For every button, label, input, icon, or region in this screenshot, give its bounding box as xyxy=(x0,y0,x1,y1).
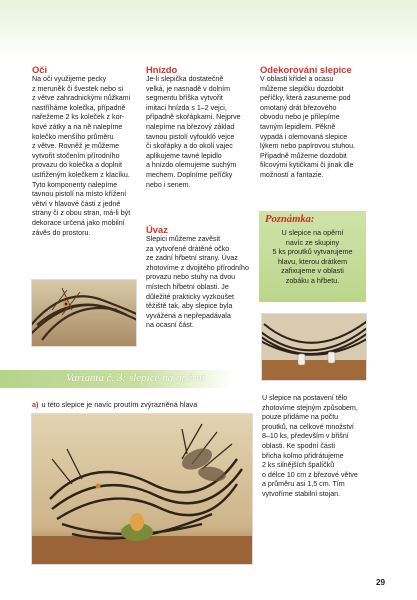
text-line: oblasti. Ke spodní části xyxy=(262,441,335,450)
text-line: dekorace určená jako mobilní xyxy=(32,218,125,227)
text-line: nařežeme 2 ks koleček z kor- xyxy=(32,113,125,122)
text-uvaz xyxy=(146,235,254,331)
page-number: 29 xyxy=(376,578,386,587)
note-line: zafixujeme v oblasti xyxy=(281,266,344,276)
text-line: 2 ks silnějších špalíčků xyxy=(262,461,335,470)
text-line: za vytvořené drátěné očko xyxy=(146,244,230,253)
text-line: strany či z obou stran, má-li být xyxy=(32,209,131,218)
variant-title: Varianta č. 3: slepice na opěrní xyxy=(66,372,205,384)
section-odekorovani xyxy=(260,64,372,181)
text-line: nastříháme kolečka, případně xyxy=(32,103,126,112)
photo-hen-on-rest xyxy=(32,414,252,564)
text-line: provazu do kolečka a doplnit xyxy=(32,161,122,170)
section-stand xyxy=(262,394,374,500)
text-line: a průměru asi 1,5 cm. Tím xyxy=(262,480,345,489)
text-line: tavnou pistolí vyfoukló vejce xyxy=(146,132,235,141)
text-line: Na oči využijeme pecky xyxy=(32,75,107,83)
text-line: lýkem nebo papírovou stuhou. xyxy=(260,142,356,151)
text-line: obvodu nebo je přilepíme xyxy=(260,113,340,122)
note-line: zobáku a hřbetu. xyxy=(285,275,340,285)
heading-hnizdo: Hnízdo xyxy=(146,64,178,75)
text-stand xyxy=(262,394,374,500)
note-line: navíc ze skupiny xyxy=(285,237,340,247)
heading-odekorovani: Odekorování slepice xyxy=(260,64,352,75)
caption-letter: a) xyxy=(32,400,39,409)
caption-text: u této slepice je navíc proutím zvýrazněná hlava xyxy=(41,400,198,409)
header-band xyxy=(0,0,417,58)
text-line: případně skořápkami. Nejprve xyxy=(146,113,241,122)
text-line: segmentu bříška vytvořit xyxy=(146,94,223,103)
text-line: vytvoříme stabilní stojan. xyxy=(262,489,341,498)
text-line: Je-li slepička dostatečně xyxy=(146,75,224,83)
text-line: větví v hlavové části z jedné xyxy=(32,199,121,208)
text-line: pouze přidáme na počtu xyxy=(262,413,339,422)
text-line: aplikujeme tavné lepidlo xyxy=(146,151,222,160)
text-line: ustřiženým kolečkem z klacíku. xyxy=(32,170,130,179)
text-line: o délce 10 cm z březové větve xyxy=(262,470,358,479)
text-line: těžiště tak, aby slepice byla xyxy=(146,302,233,311)
text-line: tavnou pistolí na místo křížení xyxy=(32,190,127,199)
heading-uvaz: Úvaz xyxy=(146,224,168,235)
text-line: zhotovíme stejným způsobem, xyxy=(262,403,358,412)
text-line: můžeme slepičku dozdobit xyxy=(260,84,344,93)
text-line: imitaci hnízda s 1–2 vejci, xyxy=(146,103,227,112)
text-line: kolečko menšího průměru xyxy=(32,132,114,141)
text-line: závěs do prostoru. xyxy=(32,228,91,237)
text-line: místech hřbetní oblasti. Je xyxy=(146,282,229,291)
text-line: Případně můžeme dozdobit xyxy=(260,151,347,160)
note-text xyxy=(265,228,360,286)
text-line: nebo i senem. xyxy=(146,180,191,189)
section-hnizdo xyxy=(146,64,250,190)
text-line: vytvořit stočením přírodního xyxy=(32,151,120,160)
text-line: z větve zahradnickými nůžkami xyxy=(32,94,131,103)
text-hnizdo xyxy=(146,75,250,190)
text-line: 8–10 ks, především v břišní xyxy=(262,432,349,441)
note-box xyxy=(259,211,366,302)
text-oci xyxy=(32,75,136,238)
text-line: břicha kolmo přidrátujeme xyxy=(262,451,344,460)
text-line: možností a fantazie. xyxy=(260,170,324,179)
text-line: nalepíme na březový základ xyxy=(146,122,235,131)
text-line: velká, je nasnadě v dolním xyxy=(146,84,230,93)
photo-stand-detail xyxy=(262,314,366,380)
text-line: zhotovíme z dvojitého přírodního xyxy=(146,263,249,272)
heading-oci: Oči xyxy=(32,64,48,75)
text-line: U slepice na postavení tělo xyxy=(262,394,348,402)
text-line: V oblasti křídel a ocasu xyxy=(260,75,334,83)
text-line: Tyto komponenty nalepíme xyxy=(32,180,118,189)
note-line: U slepice na opěrní xyxy=(281,228,344,237)
text-line: provazu nebo stuhy na dvou xyxy=(146,273,236,282)
text-line: z meruněk či švestek nebo si xyxy=(32,84,124,93)
text-line: z větve. Rovněž je můžeme xyxy=(32,142,120,151)
note-line: hlavu, kterou drátkem xyxy=(277,256,348,266)
text-line: vypadá i olemovaná slepice xyxy=(260,132,348,141)
text-line: ze zadní hřbetní strany. Úvaz xyxy=(146,254,238,263)
note-title: Poznámka: xyxy=(265,214,315,225)
text-line: tavným lepidlem. Pěkně xyxy=(260,122,336,131)
note-line: 5 ks proutků vytvarujeme xyxy=(272,247,353,257)
text-line: peříčky, která zasuneme pod xyxy=(260,94,351,103)
photo-caption xyxy=(32,400,197,409)
text-line: kové zátky a na ně nalepíme xyxy=(32,122,123,131)
text-line: proutků, na celkové množství xyxy=(262,422,354,431)
text-line: či skořápky a do okolí vajec xyxy=(146,142,233,151)
text-line: mechem. Doplníme peříčky xyxy=(146,170,233,179)
text-line: omotaný drát březového xyxy=(260,103,337,112)
text-line: vyvážená a nepřepadávala xyxy=(146,311,231,320)
section-oci xyxy=(32,64,136,238)
section-uvaz xyxy=(146,224,254,331)
text-line: filcovými kytičkami či jinak dle xyxy=(260,161,354,170)
text-line: důležité prakticky vyzkoušet xyxy=(146,292,234,301)
text-line: a hnízdo olemujeme suchým xyxy=(146,161,237,170)
photo-wreath-detail xyxy=(32,280,136,346)
text-line: Slepici můžeme zavěsit xyxy=(146,235,221,243)
text-odekorovani xyxy=(260,75,372,181)
text-line: na ocasní část. xyxy=(146,321,194,330)
